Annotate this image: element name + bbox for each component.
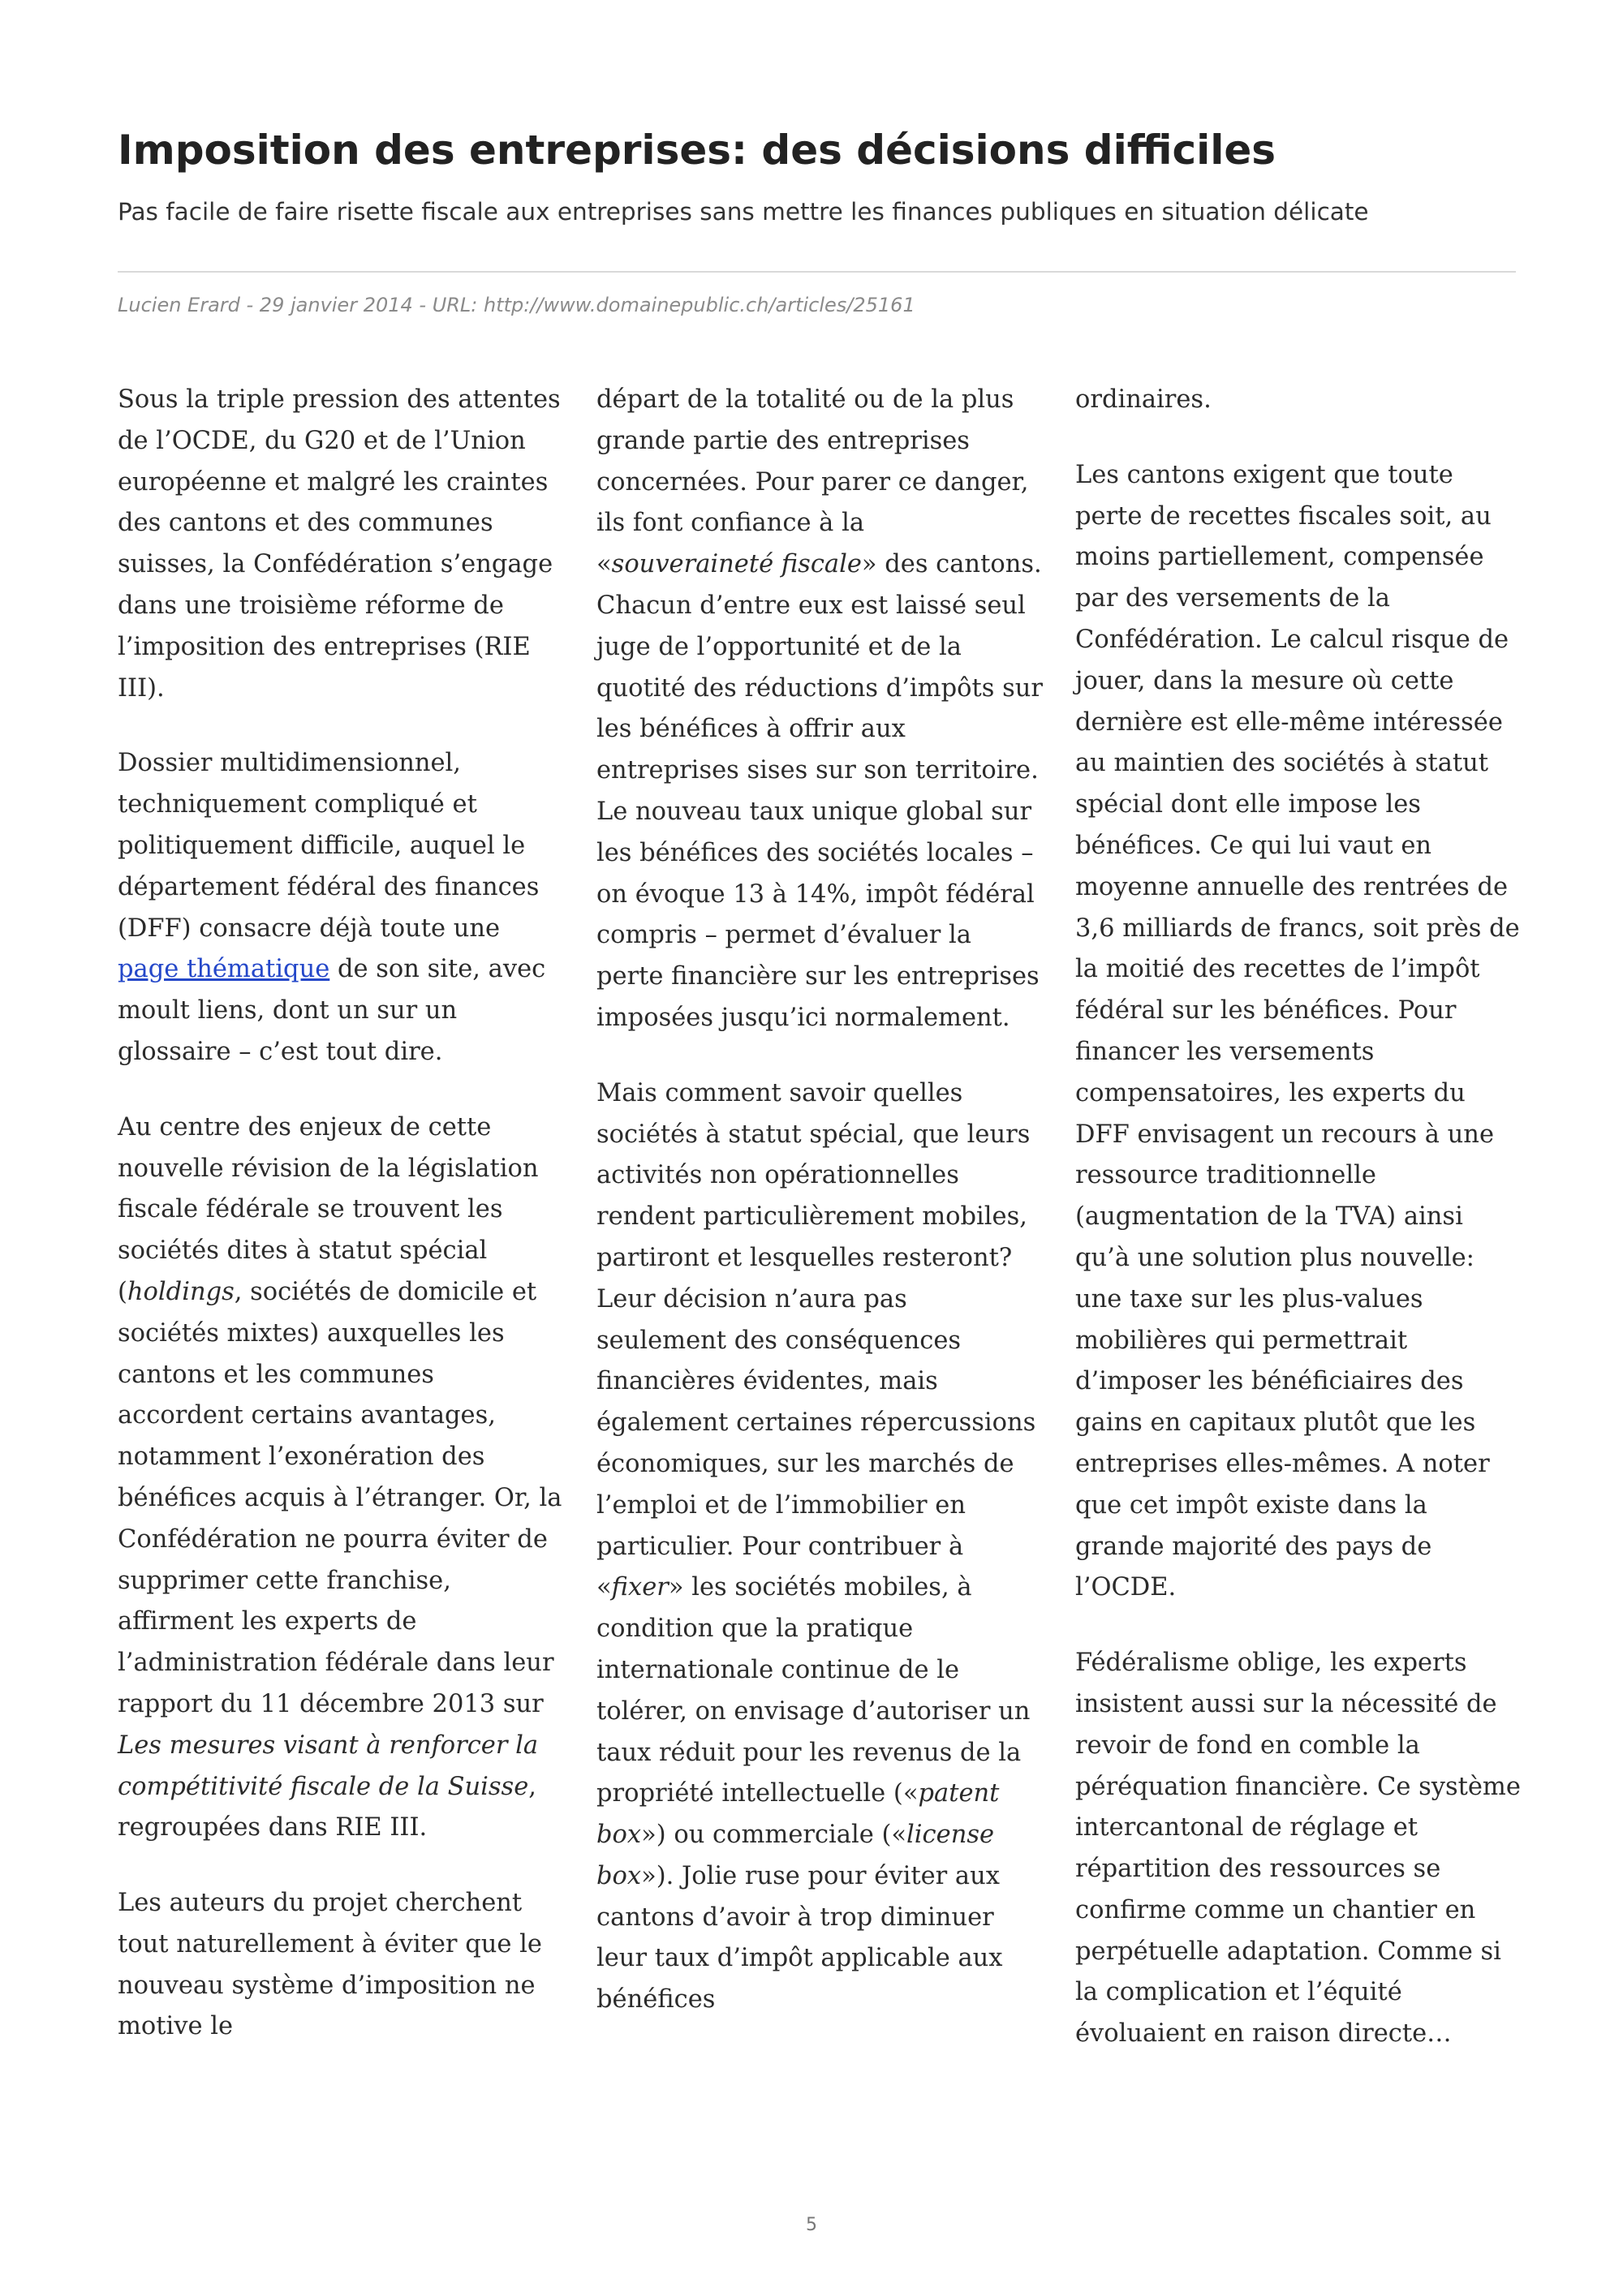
paragraph-5: Mais comment savoir quelles sociétés à statut spécial, que leurs activités non opérationnelles rendent particulièrement mobiles, partiront et lesquelles resteront? Leur décision n’aura pas seulement des conséquences financières évidentes, mais également certaines répercussions économiques, sur les marchés de l’emploi et de l’immobilier en particulier. Pour contribuer à «fixer» les sociétés mobiles, à condition que la pratique internationale continue de le tolérer, on envisage d’autoriser un taux réduit pour les revenus de la propriété intellectuelle («patent box») ou commerciale («license box»). Jolie ruse pour éviter aux cantons d’avoir à trop diminuer leur taux d’impôt applicable aux bénéfices — [596, 1078, 1036, 2014]
paragraph-1: Sous la triple pression des attentes de l’OCDE, du G20 et de l’Union européenne et malgré les craintes des cantons et des communes suisses, la Confédération s’engage dans une troisième réforme de l’imposition des entreprises (RIE III). — [118, 385, 561, 703]
paragraph-4: Les auteurs du projet cherchent tout naturellement à éviter que le nouveau système d’imposition ne motive le — [118, 1889, 542, 2041]
header-divider — [118, 271, 1516, 273]
text-column-1 — [118, 380, 564, 2082]
paragraph-6: Les cantons exigent que toute perte de recettes fiscales soit, au moins partiellement, compensée par des versements de la Confédération. Le calcul risque de jouer, dans la mesure où cette dernière est elle-même intéressée au maintien des sociétés à statut spécial dont elle impose les bénéfices. Ce qui lui vaut en moyenne annuelle des rentrées de 3,6 milliards de francs, soit près de la moitié des recettes de l’impôt fédéral sur les bénéfices. Pour financer les versements compensatoires, les experts du DFF envisagent un recours à une ressource traditionnelle (augmentation de la TVA) ainsi qu’à une solution plus nouvelle: une taxe sur les plus-values mobilières qui permettrait d’imposer les bénéficiaires des gains en capitaux plutôt que les entreprises elles-mêmes. A noter que cet impôt existe dans la grande majorité des pays de l’OCDE. — [1075, 460, 1520, 1602]
paragraph-4-continued: départ de la totalité ou de la plus grande partie des entreprises concernées. Pour parer ce danger, ils font confiance à la «souveraineté fiscale» des cantons. Chacun d’entre eux est laissé seul juge de l’opportunité et de la quotité des réductions d’impôts sur les bénéfices à offrir aux entreprises sises sur son territoire. Le nouveau taux unique global sur les bénéfices des sociétés locales – on évoque 13 à 14%, impôt fédéral compris – permet d’évaluer la perte financière sur les entreprises imposées jusqu’ici normalement. — [596, 385, 1043, 1032]
paragraph-5-continued: ordinaires. — [1075, 385, 1212, 414]
article-title: Imposition des entreprises: des décisions difficiles — [118, 127, 1276, 174]
text-column-3 — [1075, 380, 1522, 2089]
paragraph-7: Fédéralisme oblige, les experts insistent aussi sur la nécessité de revoir de fond en comble la péréquation financière. Ce système intercantonal de réglage et répartition des ressources se confirme comme un chantier en perpétuelle adaptation. Comme si la complication et l’équité évoluaient en raison directe… — [1075, 1649, 1521, 2049]
article-subtitle: Pas facile de faire risette fiscale aux entreprises sans mettre les finances publiques en situation délicate — [118, 198, 1369, 226]
paragraph-2: Dossier multidimensionnel, techniquement compliqué et politiquement difficile, auquel le département fédéral des finances (DFF) consacre déjà toute une page thématique de son site, avec moult liens, dont un sur un glossaire – c’est tout dire. — [118, 749, 546, 1066]
article-meta: Lucien Erard - 29 janvier 2014 - URL: http://www.domainepublic.ch/articles/25161 — [118, 294, 915, 316]
page-number: 5 — [806, 2215, 817, 2235]
thematic-page-link[interactable]: page thématique — [118, 955, 330, 984]
paragraph-3: Au centre des enjeux de cette nouvelle révision de la législation fiscale fédérale se trouvent les sociétés dites à statut spécial (holdings, sociétés de domicile et sociétés mixtes) auxquelles les cantons et les communes accordent certains avantages, notamment l’exonération des bénéfices acquis à l’étranger. Or, la Confédération ne pourra éviter de supprimer cette franchise, affirment les experts de l’administration fédérale dans leur rapport du 11 décembre 2013 sur Les mesures visant à renforcer la compétitivité fiscale de la Suisse, regroupées dans RIE III. — [118, 1112, 562, 1842]
text-column-2 — [596, 380, 1043, 2055]
